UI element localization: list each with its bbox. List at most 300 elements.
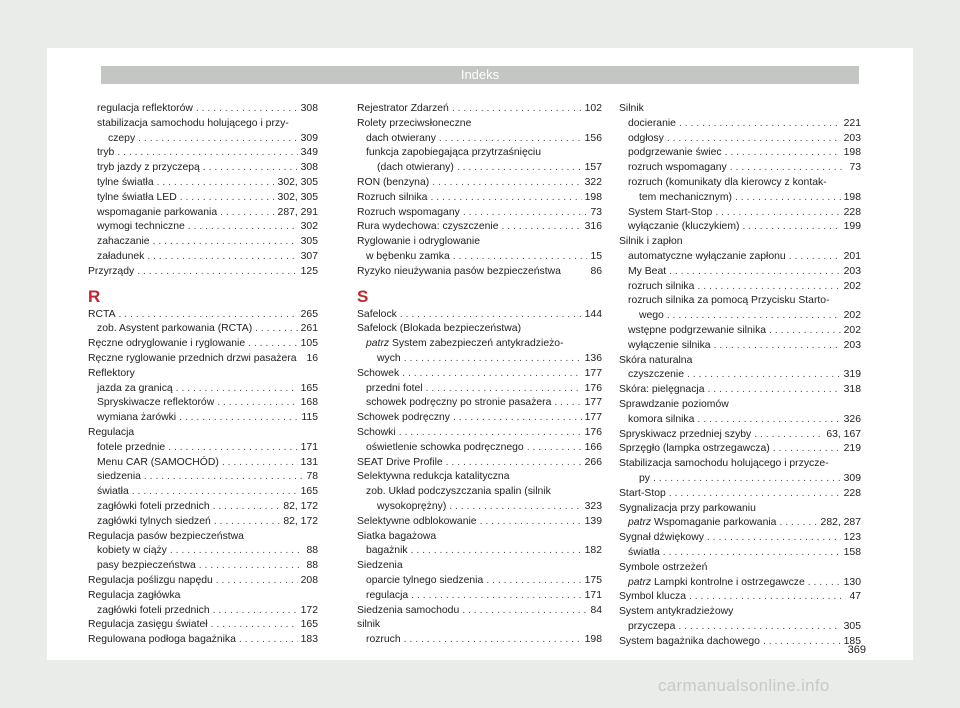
entry-page: 308	[300, 162, 318, 174]
entry-page: 84	[590, 604, 602, 616]
entry-term	[628, 161, 730, 176]
entry-text: czyszczenie	[628, 369, 685, 381]
index-entry	[619, 398, 861, 413]
index-entry	[88, 544, 318, 559]
index-entry	[357, 176, 602, 191]
entry-text: podgrzewanie świec	[628, 147, 722, 159]
entry-text: Rejestrator Zdarzeń	[357, 103, 449, 114]
entry-term	[366, 574, 486, 589]
entry-page: 158	[843, 546, 861, 558]
entry-page: 322	[584, 176, 602, 188]
page-header: Indeks	[101, 66, 859, 84]
entry-text: oświetlenie schowka podręcznego	[366, 441, 524, 453]
entry-text: Schowek podręczny	[357, 412, 450, 424]
entry-text: tryb jazdy z przyczepą	[97, 162, 200, 174]
entry-page: 349	[300, 147, 318, 159]
entry-text: rozruch wspomagany	[628, 162, 727, 174]
entry-term	[377, 161, 457, 176]
index-entry	[88, 426, 318, 441]
entry-term	[377, 352, 404, 367]
entry-term	[357, 367, 402, 382]
entry-term	[628, 339, 714, 354]
index-entry	[357, 102, 602, 117]
entry-text: Silnik	[619, 103, 644, 114]
entry-term	[619, 457, 832, 472]
entry-text: kobiety w ciąży	[97, 545, 167, 557]
entry-text: Regulacja	[88, 426, 135, 438]
entry-page: 318	[843, 384, 861, 396]
dot-leader	[411, 544, 582, 559]
entry-text: wyłączenie silnika	[628, 339, 711, 351]
entry-page: 166	[584, 441, 602, 453]
entry-page: 185	[843, 635, 861, 647]
entry-page: 201	[843, 250, 861, 262]
entry-text: Regulacja pasów bezpieczeństwa	[88, 530, 244, 542]
index-entry	[619, 146, 861, 161]
entry-page: 63, 167	[826, 428, 861, 440]
entry-page: 221	[843, 117, 861, 129]
entry-term	[628, 546, 663, 561]
entry-term	[639, 309, 667, 324]
dot-leader	[486, 574, 581, 589]
dot-leader	[180, 191, 275, 206]
entry-text: jazda za granicą	[97, 382, 173, 394]
entry-page: 307	[300, 250, 318, 262]
dot-leader	[402, 367, 581, 382]
entry-page: 319	[843, 369, 861, 381]
entry-text: automatyczne wyłączanie zapłonu	[628, 250, 786, 262]
index-entry	[357, 604, 602, 619]
section-letter: R	[88, 286, 101, 306]
entry-text: System bagażnika dachowego	[619, 635, 760, 647]
dot-leader	[213, 500, 281, 515]
entry-text: wspomaganie parkowania	[97, 206, 218, 218]
index-entry	[357, 589, 602, 604]
dot-leader	[452, 102, 582, 117]
index-entry	[357, 191, 602, 206]
entry-term	[97, 146, 117, 161]
dot-leader	[653, 472, 841, 487]
dot-leader	[707, 531, 841, 546]
entry-text: Safelock	[357, 308, 397, 320]
entry-text: Ryzyko nieużywania pasów bezpieczeństwa	[357, 265, 561, 277]
entry-page: 172	[300, 604, 318, 616]
entry-page: 308	[300, 103, 318, 114]
entry-page: 177	[584, 397, 602, 409]
index-entry	[88, 117, 318, 132]
index-entry	[619, 472, 861, 487]
entry-page: 228	[843, 487, 861, 499]
dot-leader	[400, 308, 582, 323]
index-entry	[619, 413, 861, 428]
dot-leader	[439, 132, 582, 147]
entry-text: py	[639, 472, 650, 484]
index-entry	[619, 635, 861, 650]
entry-page: 198	[843, 147, 861, 159]
entry-term	[88, 426, 137, 441]
index-entry	[88, 589, 318, 604]
entry-term	[619, 235, 686, 250]
index-entry	[619, 280, 861, 295]
entry-text: regulacja	[366, 589, 409, 601]
entry-text: przyczepa	[628, 620, 676, 632]
entry-term	[366, 382, 426, 397]
entry-page: 316	[584, 221, 602, 233]
entry-page: 165	[300, 619, 318, 631]
entry-term	[97, 456, 222, 471]
dot-leader	[687, 368, 841, 383]
entry-text: Schowek	[357, 367, 400, 379]
index-column-3	[619, 102, 861, 649]
entry-page: 165	[300, 382, 318, 394]
index-entry	[88, 559, 318, 574]
entry-term	[619, 531, 707, 546]
index-entry	[357, 206, 602, 221]
entry-term	[97, 117, 292, 132]
index-entry	[88, 604, 318, 619]
entry-text: Rolety przeciwsłoneczne	[357, 117, 472, 129]
entry-page: 157	[584, 162, 602, 174]
index-entry	[619, 368, 861, 383]
entry-term	[357, 220, 502, 235]
index-entry	[619, 383, 861, 398]
entry-page: 123	[843, 532, 861, 544]
entry-term	[97, 322, 255, 337]
entry-text: Rozruch wspomagany	[357, 206, 460, 218]
index-entry	[88, 530, 318, 545]
index-entry	[357, 352, 602, 367]
index-entry	[88, 250, 318, 265]
entry-page: 144	[584, 308, 602, 320]
index-entry	[619, 576, 861, 591]
dot-leader	[203, 161, 298, 176]
entry-term	[639, 191, 735, 206]
index-entry	[357, 235, 602, 250]
entry-text: Silnik i zapłon	[619, 236, 683, 248]
entry-page: 202	[843, 310, 861, 322]
dot-leader	[217, 396, 297, 411]
entry-term	[97, 161, 203, 176]
entry-page: 73	[849, 162, 861, 174]
index-entry	[88, 382, 318, 397]
entry-page: 15	[590, 250, 602, 262]
entry-page: 16	[306, 352, 318, 364]
entry-term	[97, 220, 188, 235]
entry-term	[357, 265, 564, 280]
index-entry	[88, 220, 318, 235]
entry-text: Rozruch silnika	[357, 191, 428, 203]
entry-term	[366, 250, 453, 265]
entry-page: 177	[584, 367, 602, 379]
index-entry	[357, 574, 602, 589]
entry-page: 302, 305	[277, 191, 318, 203]
entry-text: światła	[628, 546, 660, 558]
entry-text: System Start-Stop	[628, 206, 713, 218]
dot-leader	[678, 620, 840, 635]
index-entry	[357, 308, 602, 323]
entry-text: rozruch silnika	[628, 280, 695, 292]
entry-page: 86	[590, 265, 602, 277]
index-entry	[619, 516, 861, 531]
entry-term	[628, 576, 808, 591]
index-entry	[88, 574, 318, 589]
dot-leader	[404, 352, 582, 367]
entry-text: silnik	[357, 619, 381, 631]
entry-text: wego	[639, 310, 664, 322]
entry-text: Sprzęgło (lampka ostrzegawcza)	[619, 443, 770, 455]
entry-text: Regulacja poślizgu napędu	[88, 574, 213, 586]
entry-page: 168	[300, 397, 318, 409]
index-column-1	[88, 102, 318, 648]
entry-page: 139	[584, 515, 602, 527]
index-entry	[357, 500, 602, 515]
entry-text: Ryglowanie i odryglowanie	[357, 236, 481, 248]
entry-text: Sygnał dźwiękowy	[619, 532, 704, 544]
index-entry	[88, 515, 318, 530]
entry-text: stabilizacja samochodu holującego i przy-	[97, 117, 289, 129]
entry-text: Safelock (Blokada bezpieczeństwa)	[357, 323, 522, 335]
entry-text: światła	[97, 486, 129, 498]
entry-term	[357, 206, 463, 221]
index-entry	[357, 470, 602, 485]
entry-text: wstępne podgrzewanie silnika	[628, 324, 767, 336]
entry-text: zob. Asystent parkowania (RCTA)	[97, 323, 253, 335]
entry-term	[88, 337, 248, 352]
entry-term	[357, 515, 480, 530]
entry-term	[357, 322, 524, 337]
index-entry	[357, 530, 602, 545]
entry-term	[357, 102, 452, 117]
entry-page: 287, 291	[277, 206, 318, 218]
index-entry	[357, 220, 602, 235]
index-entry	[619, 117, 861, 132]
entry-page: 176	[584, 382, 602, 394]
entry-term	[619, 398, 732, 413]
entry-term	[357, 191, 430, 206]
entry-term	[619, 383, 708, 398]
index-entry	[88, 441, 318, 456]
entry-text: wymiana żarówki	[97, 412, 177, 424]
entry-term	[619, 442, 773, 457]
index-entry	[619, 457, 861, 472]
entry-text: fotele przednie	[97, 441, 166, 453]
entry-page: 302	[300, 221, 318, 233]
entry-text: Sprawdzanie poziomów	[619, 398, 729, 410]
index-entry	[357, 485, 602, 500]
index-entry	[357, 544, 602, 559]
entry-page: 182	[584, 545, 602, 557]
entry-text: Selektywna redukcja katalityczna	[357, 471, 510, 483]
entry-text: wyłączanie (kluczykiem)	[628, 221, 740, 233]
entry-page: 265	[300, 308, 318, 320]
entry-text: zahaczanie	[97, 236, 150, 248]
entry-text: schowek podręczny po stronie pasażera	[366, 397, 552, 409]
entry-text: Stabilizacja samochodu holującego i przycze-	[619, 458, 829, 470]
entry-term	[366, 337, 567, 352]
entry-term	[366, 146, 544, 161]
dot-leader	[808, 576, 841, 591]
entry-term	[357, 618, 383, 633]
entry-page: 183	[300, 634, 318, 646]
entry-page: 78	[306, 471, 318, 483]
entry-term	[619, 428, 754, 443]
index-entry	[357, 618, 602, 633]
entry-page: 47	[849, 591, 861, 603]
dot-leader	[411, 589, 581, 604]
index-entry	[619, 220, 861, 235]
entry-text: przedni fotel	[366, 382, 423, 394]
dot-leader	[119, 308, 298, 323]
entry-term	[628, 132, 667, 147]
entry-text: Sygnalizacja przy parkowaniu	[619, 502, 756, 514]
dot-leader	[708, 383, 841, 398]
entry-text: komora silnika	[628, 413, 695, 425]
dot-leader	[715, 206, 840, 221]
see-reference: patrz	[366, 338, 390, 350]
entry-page: 208	[300, 574, 318, 586]
index-entry	[619, 442, 861, 457]
index-entry	[619, 250, 861, 265]
entry-page: 309	[843, 472, 861, 484]
dot-leader	[430, 191, 581, 206]
entry-text: (dach otwierany)	[377, 162, 454, 174]
index-entry	[357, 322, 602, 337]
entry-page: 105	[300, 338, 318, 350]
entry-text: Reflektory	[88, 367, 135, 379]
entry-text: Skóra naturalna	[619, 354, 693, 366]
dot-leader	[211, 618, 298, 633]
dot-leader	[679, 117, 841, 132]
index-entry	[357, 337, 602, 352]
entry-term	[366, 485, 554, 500]
index-entry	[357, 382, 602, 397]
entry-text: rozruch	[366, 634, 401, 646]
entry-text: wysokoprężny)	[377, 500, 447, 512]
entry-page: 228	[843, 206, 861, 218]
index-entry	[88, 618, 318, 633]
entry-term	[366, 441, 527, 456]
entry-term	[97, 500, 213, 515]
dot-leader	[432, 176, 581, 191]
entry-term	[88, 574, 216, 589]
dot-leader	[773, 442, 841, 457]
entry-term	[628, 176, 830, 191]
entry-term	[619, 102, 647, 117]
entry-term	[88, 367, 138, 382]
dot-leader	[179, 411, 298, 426]
entry-term	[357, 176, 432, 191]
index-entry	[88, 102, 318, 117]
entry-term	[97, 411, 179, 426]
dot-leader	[239, 633, 298, 648]
entry-term	[357, 604, 462, 619]
entry-text: Regulacja zagłówka	[88, 589, 181, 601]
dot-leader	[457, 161, 582, 176]
entry-term	[97, 544, 170, 559]
index-entry	[357, 132, 602, 147]
entry-text: Ręczne ryglowanie przednich drzwi pasażera	[88, 352, 297, 364]
entry-term	[366, 132, 439, 147]
entry-term	[88, 633, 239, 648]
index-entry	[88, 161, 318, 176]
entry-page: 102	[584, 103, 602, 114]
entry-term	[97, 559, 199, 574]
entry-term	[628, 206, 715, 221]
index-entry	[357, 396, 602, 411]
entry-term	[619, 487, 669, 502]
entry-page: 82, 172	[283, 515, 318, 527]
index-entry	[88, 206, 318, 221]
entry-term	[88, 618, 211, 633]
dot-leader	[462, 604, 587, 619]
dot-leader	[220, 206, 274, 221]
entry-term	[639, 472, 653, 487]
entry-page: 131	[300, 456, 318, 468]
index-entry	[357, 161, 602, 176]
index-entry	[357, 367, 602, 382]
index-entry	[88, 308, 318, 323]
index-entry	[357, 441, 602, 456]
dot-leader	[527, 441, 582, 456]
index-entry	[88, 470, 318, 485]
index-entry	[357, 515, 602, 530]
entry-text: w bębenku zamka	[366, 250, 450, 262]
entry-term	[357, 470, 512, 485]
entry-text: My Beat	[628, 265, 667, 277]
entry-text: Schowki	[357, 426, 396, 438]
entry-text: Przyrządy	[88, 265, 135, 277]
entry-page: 177	[584, 412, 602, 424]
dot-leader	[714, 339, 841, 354]
entry-term	[97, 515, 214, 530]
index-entry	[619, 561, 861, 576]
entry-term	[97, 470, 144, 485]
entry-text: dach otwierany	[366, 132, 436, 144]
entry-term	[88, 589, 183, 604]
index-entry	[88, 235, 318, 250]
entry-page: 130	[843, 576, 861, 588]
index-entry	[88, 485, 318, 500]
index-entry	[88, 367, 318, 382]
entry-text: siedzenia	[97, 471, 141, 483]
entry-text: Symbol klucza	[619, 591, 686, 603]
see-reference: patrz	[628, 576, 652, 588]
index-entry	[88, 500, 318, 515]
entry-term	[97, 485, 132, 500]
dot-leader	[735, 191, 841, 206]
entry-page: 198	[584, 634, 602, 646]
dot-leader	[188, 220, 298, 235]
dot-leader	[449, 500, 581, 515]
entry-term	[366, 633, 404, 648]
entry-page: 323	[584, 500, 602, 512]
index-entry	[619, 161, 861, 176]
entry-page: 175	[584, 574, 602, 586]
entry-text: docieranie	[628, 117, 676, 129]
dot-leader	[480, 515, 582, 530]
entry-page: 305	[300, 236, 318, 248]
entry-page: 82, 172	[283, 500, 318, 512]
entry-term	[97, 176, 157, 191]
dot-leader	[138, 132, 298, 147]
dot-leader	[730, 161, 847, 176]
dot-leader	[667, 309, 841, 324]
entry-term	[357, 308, 400, 323]
dot-leader	[725, 146, 841, 161]
entry-page: 115	[301, 412, 318, 424]
index-entry	[357, 456, 602, 471]
entry-term	[619, 635, 763, 650]
